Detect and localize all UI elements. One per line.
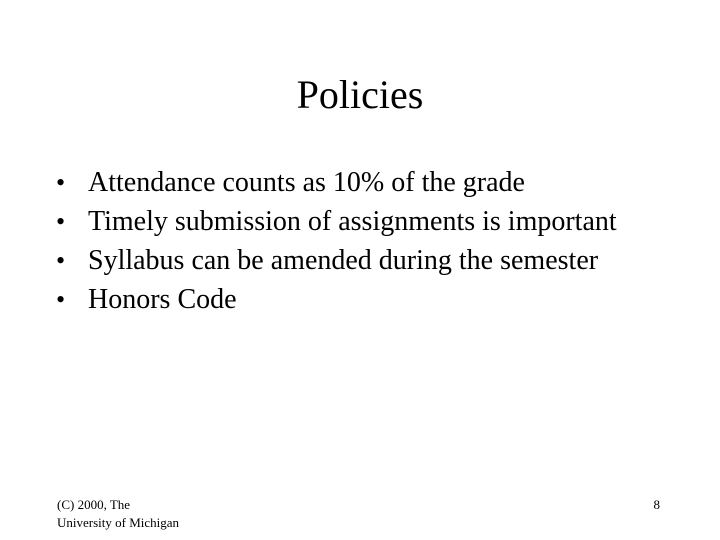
page-number: 8 (653, 497, 660, 512)
bullet-text: Attendance counts as 10% of the grade (88, 167, 525, 198)
bullet-item-attendance (56, 163, 656, 202)
bullet-text: Honors Code (88, 284, 237, 315)
bullet-dot-icon: • (56, 168, 66, 197)
bullet-text: Syllabus can be amended during the semester (88, 245, 599, 276)
slide-title: Policies (296, 72, 424, 117)
footer-copyright-line2: University of Michigan (57, 515, 180, 530)
footer-copyright-line1: (C) 2000, The (57, 497, 131, 512)
bullet-list (56, 163, 656, 319)
bullet-text: Timely submission of assignments is important (88, 206, 617, 237)
bullet-dot-icon: • (56, 207, 66, 236)
bullet-dot-icon: • (56, 246, 66, 275)
bullet-dot-icon: • (56, 285, 66, 314)
bullet-item-syllabus (56, 241, 656, 280)
bullet-item-honors-code (56, 280, 656, 319)
bullet-item-timely-submission (56, 202, 656, 241)
footer-copyright (57, 496, 257, 532)
